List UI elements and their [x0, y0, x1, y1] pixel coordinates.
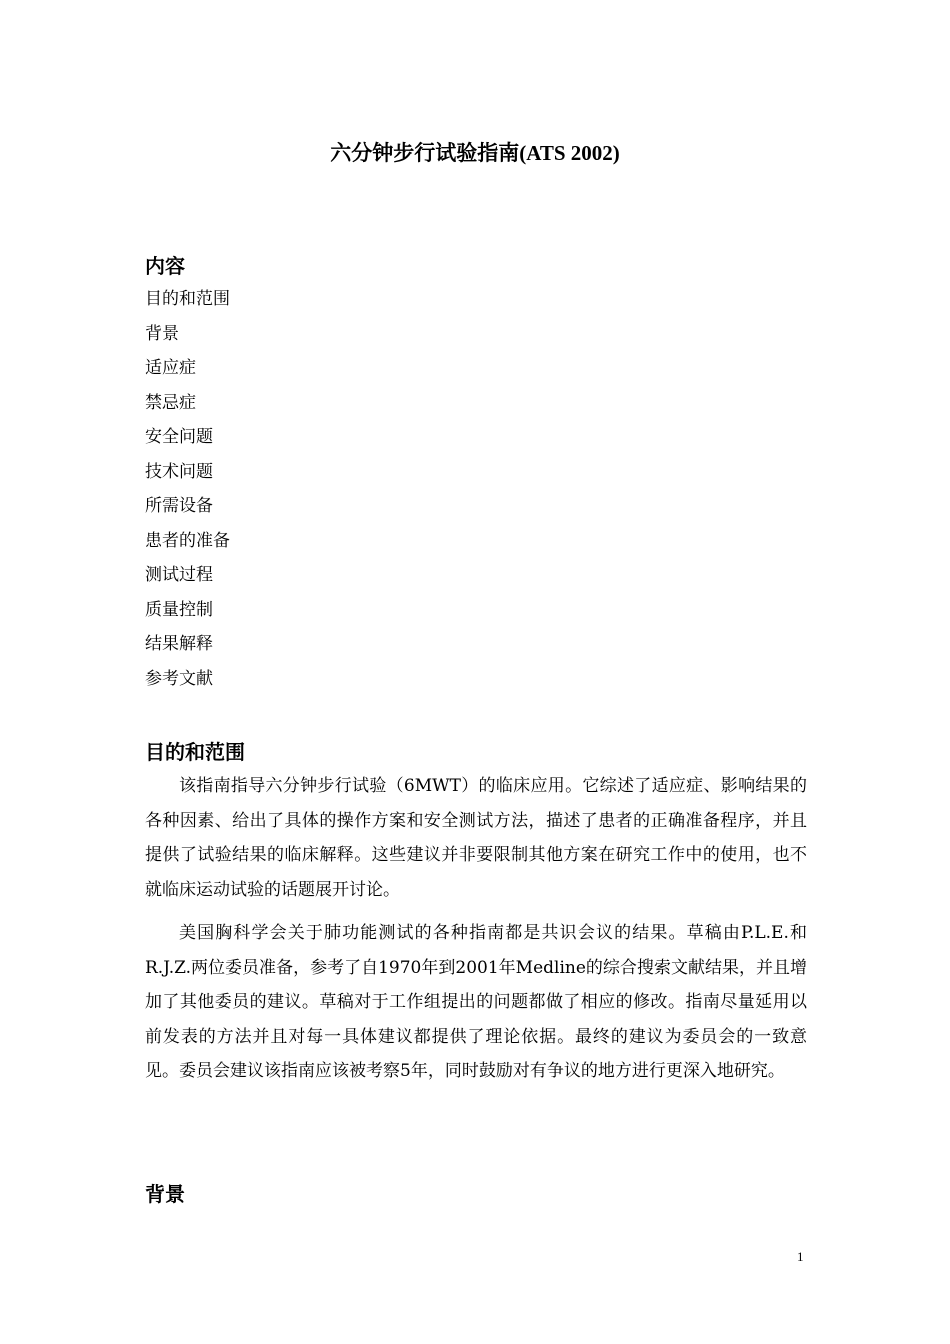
toc-heading: 内容: [145, 254, 185, 278]
toc-item-technical[interactable]: 技术问题: [145, 461, 213, 482]
table-of-contents: [145, 287, 230, 701]
toc-item-background[interactable]: 背景: [145, 323, 179, 344]
toc-item-quality[interactable]: 质量控制: [145, 599, 213, 620]
paragraph-methodology: 美国胸科学会关于肺功能测试的各种指南都是共识会议的结果。草稿由P.L.E.和R.J.Z.两位委员准备，参考了自1970年到2001年Medline的综合搜索文献结果，并且增加了其他委员的建议。草稿对于工作组提出的问题都做了相应的修改。指南尽量延用以前发表的方法并且对每一具体建议都提供了理论依据。最终的建议为委员会的一致意见。委员会建议该指南应该被考察5年，同时鼓励对有争议的地方进行更深入地研究。: [145, 923, 807, 1081]
toc-item-procedure[interactable]: 测试过程: [145, 565, 213, 585]
toc-item-patient-prep[interactable]: 患者的准备: [145, 530, 230, 551]
section-heading-background: 背景: [145, 1182, 185, 1206]
toc-item-contraindications[interactable]: 禁忌症: [145, 392, 196, 413]
toc-item-indications[interactable]: 适应症: [145, 358, 196, 378]
toc-item-equipment[interactable]: 所需设备: [145, 496, 213, 516]
toc-item-safety[interactable]: 安全问题: [145, 427, 213, 447]
toc-item-purpose[interactable]: 目的和范围: [145, 289, 230, 309]
document-title: 六分钟步行试验指南(ATS 2002): [330, 141, 620, 165]
section-heading-purpose: 目的和范围: [145, 740, 245, 764]
page-number: 1: [797, 1249, 804, 1264]
paragraph-purpose: 该指南指导六分钟步行试验（6MWT）的临床应用。它综述了适应症、影响结果的各种因素、给出了具体的操作方案和安全测试方法，描述了患者的正确准备程序，并且提供了试验结果的临床解释。这些建议并非要限制其他方案在研究工作中的使用，也不就临床运动试验的话题展开讨论。: [145, 776, 807, 900]
toc-item-interpretation[interactable]: 结果解释: [145, 634, 213, 654]
toc-item-references[interactable]: 参考文献: [145, 668, 213, 689]
